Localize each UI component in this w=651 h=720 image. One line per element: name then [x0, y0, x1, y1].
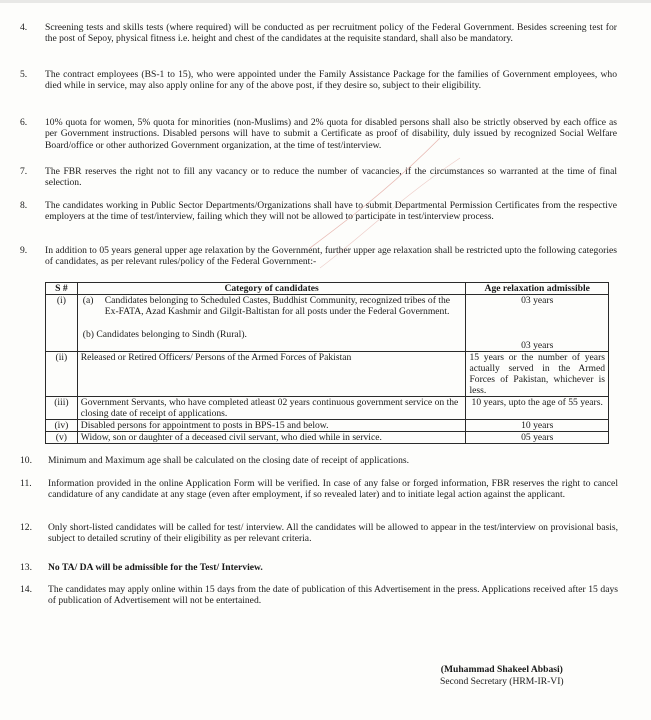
- ink-stroke: [310, 138, 440, 248]
- category-sub-a: [81, 295, 463, 317]
- sub-a-label: (a): [82, 295, 94, 306]
- row-age: 05 years: [466, 432, 609, 444]
- item-number: 6.: [20, 117, 28, 128]
- item-text: The FBR reserves the right not to fill any vacancy or to reduce the number of vacancies, if the circumstances so warranted at the time of final selection.: [45, 166, 617, 189]
- item-number: 8.: [20, 200, 28, 211]
- sub-a-text: Candidates belonging to Scheduled Castes, Buddhist Community, recognized tribes of the Ex-FATA, Azad Kashmir and Gilgit-Baltistan for all posts under the Federal Government.: [104, 295, 451, 317]
- header-category: Category of candidates: [77, 283, 466, 295]
- row-sn: (iv): [46, 420, 78, 432]
- item-text: Minimum and Maximum age shall be calculated on the closing date of receipt of applications.: [48, 455, 409, 466]
- row-sn: (ii): [46, 352, 78, 397]
- item-text: The contract employees (BS-1 to 15), who were appointed under the Family Assistance Package for the families of Government employees, who died while in service, may also apply online for any of the above post, if they desire so, subject to their eligibility.: [45, 69, 617, 92]
- table-row: [46, 397, 609, 420]
- item-text: The candidates working in Public Sector Departments/Organizations shall have to submit Departmental Permission Certificates from the respective employers at the time of test/interview, failing which they will not be allowed to participate in test/interview process.: [45, 200, 617, 223]
- spacer: [469, 306, 605, 340]
- page-top-edge: [0, 0, 651, 3]
- item-text: In addition to 05 years general upper age relaxation by the Government, further upper age relaxation shall be restricted upto the following categories of candidates, as per relevant rules/policy of the Federal Government:-: [45, 245, 617, 268]
- item-text: Only short-listed candidates will be called for test/ interview. All the candidates will be allowed to appear in the test/interview on provisional basis, subject to detailed scrutiny of their eligibility as per relevant criteria.: [48, 522, 618, 545]
- table-row: [46, 295, 609, 352]
- row-age: [466, 295, 609, 352]
- row-category: Disabled persons for appointment to posts in BPS-15 and below.: [77, 420, 466, 432]
- table-row: [46, 420, 609, 432]
- item-number: 4.: [20, 22, 28, 33]
- table-row: [46, 352, 609, 397]
- row-sn: (i): [46, 295, 78, 352]
- row-category: [77, 295, 466, 352]
- item-text: Information provided in the online Application Form will be verified. In case of any false or forged information, FBR reserves the right to cancel candidature of any candidate at any stage (even after employment, if so revealed later) and to initiate legal action against the applicant.: [48, 478, 618, 501]
- row-age: 10 years: [466, 420, 609, 432]
- signature-block: [440, 664, 564, 688]
- item-number: 7.: [20, 166, 28, 177]
- age-relaxation-table: [45, 282, 609, 444]
- signatory-name: (Muhammad Shakeel Abbasi): [440, 664, 563, 675]
- table-header-row: [46, 283, 609, 295]
- table-row: [46, 432, 609, 444]
- item-text: No TA/ DA will be admissible for the Test/ Interview.: [48, 562, 263, 573]
- age-a: 03 years: [521, 295, 554, 306]
- header-sn: S #: [46, 283, 78, 295]
- item-number: 9.: [20, 245, 28, 256]
- row-age: 10 years, upto the age of 55 years.: [466, 397, 609, 420]
- header-age: Age relaxation admissible: [466, 283, 609, 295]
- spacer: [81, 317, 463, 329]
- item-number: 14.: [20, 584, 32, 595]
- row-age: 15 years or the number of years actually served in the Armed Forces of Pakistan, whichever is less.: [466, 352, 609, 397]
- row-category: Government Servants, who have completed atleast 02 years continuous government service on the closing date of receipt of applications.: [77, 397, 466, 420]
- age-b: 03 years: [521, 340, 554, 351]
- item-text: 10% quota for women, 5% quota for minorities (non-Muslims) and 2% quota for disabled persons shall also be strictly observed by each office as per Government instructions. Disabled persons will have to submit a Certificate as proof of disability, duly issued by recognized Social Welfare Board/office or other authorized Government organization, at the time of test/interview.: [45, 117, 617, 151]
- item-number: 12.: [20, 522, 32, 533]
- item-text: The candidates may apply online within 15 days from the date of publication of this Advertisement in the press. Applications received after 15 days of publication of Advertisement will not be entertained.: [48, 584, 618, 607]
- signatory-title: Second Secretary (HRM-IR-VI): [440, 676, 564, 687]
- item-number: 5.: [20, 69, 28, 80]
- item-text: Screening tests and skills tests (where required) will be conducted as per recruitment policy of the Federal Government. Besides screening test for the post of Sepoy, physical fitness i.e. height and chest of the candidates at the requisite standard, shall also be mandatory.: [45, 22, 617, 45]
- row-sn: (v): [46, 432, 78, 444]
- row-category: Widow, son or daughter of a deceased civil servant, who died while in service.: [77, 432, 466, 444]
- row-category: Released or Retired Officers/ Persons of the Armed Forces of Pakistan: [77, 352, 466, 397]
- category-sub-b: (b) Candidates belonging to Sindh (Rural).: [82, 329, 247, 340]
- item-number: 10.: [20, 455, 32, 466]
- row-sn: (iii): [46, 397, 78, 420]
- item-number: 11.: [20, 478, 32, 489]
- item-number: 13.: [20, 562, 32, 573]
